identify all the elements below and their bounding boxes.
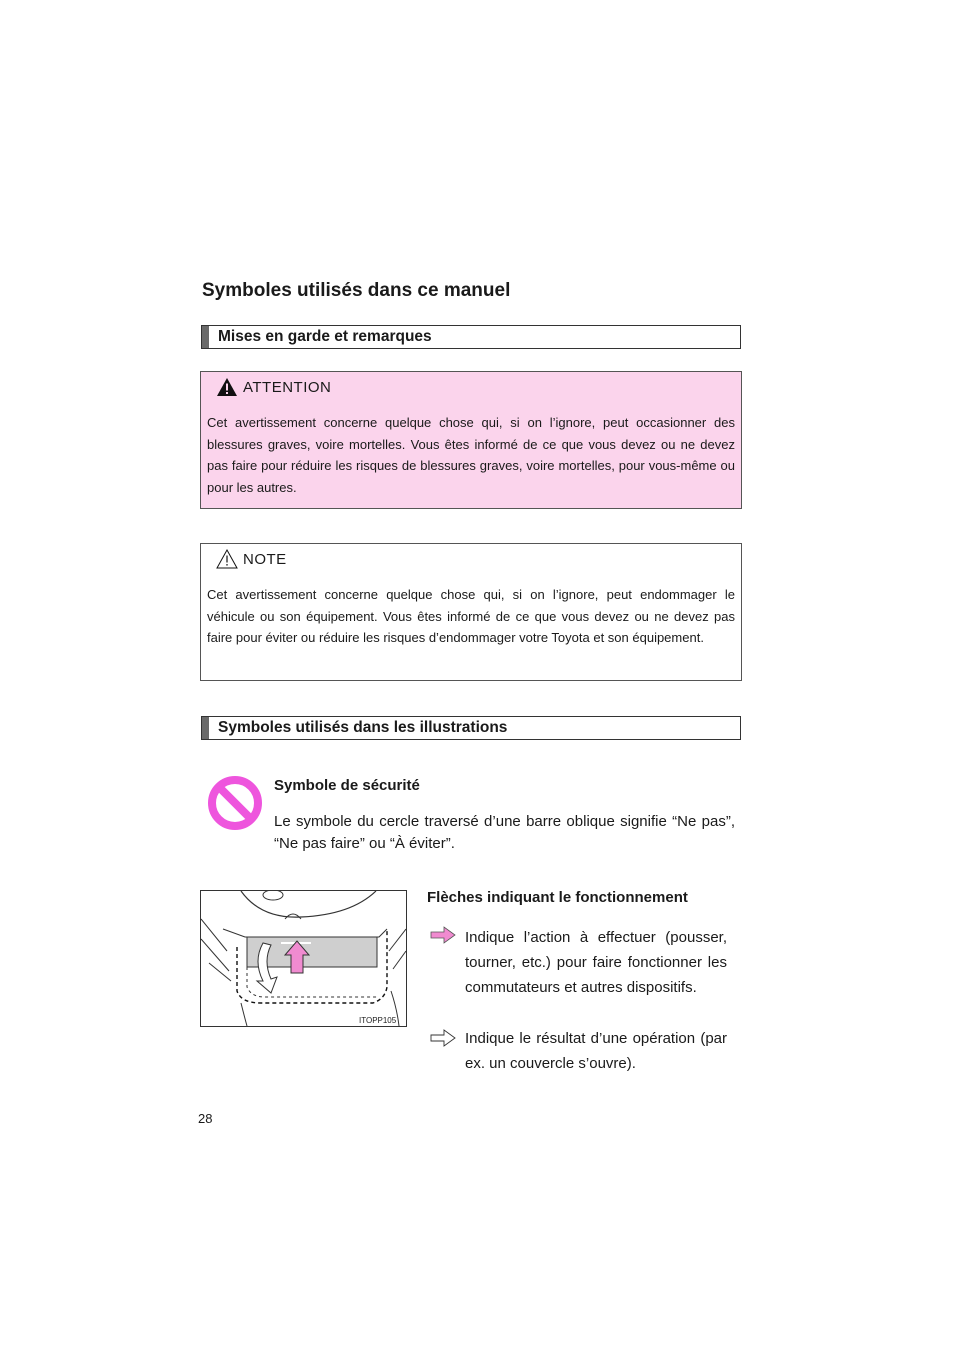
section-heading-label: Mises en garde et remarques (218, 328, 432, 345)
note-label: NOTE (243, 551, 287, 568)
outline-arrow-description: Indique le résultat d’une opération (par ex. un couvercle s’ouvre). (465, 1030, 727, 1072)
page-title: Symboles utilisés dans ce manuel (202, 280, 511, 301)
outline-arrow-icon (430, 1029, 456, 1047)
illustration-code: ITOPP105 (359, 1016, 397, 1025)
note-header (201, 544, 741, 574)
attention-box (200, 371, 742, 509)
section-tab (202, 717, 209, 739)
illustration-figure (200, 890, 407, 1027)
warning-filled-icon (216, 376, 238, 398)
section-heading-warnings (201, 325, 741, 349)
section-heading-label: Symboles utilisés dans les illustrations (218, 719, 508, 736)
prohibition-icon (207, 775, 263, 831)
attention-label: ATTENTION (243, 379, 332, 396)
warning-outline-icon (216, 548, 238, 570)
section-heading-illustrations (201, 716, 741, 740)
note-box (200, 543, 742, 681)
attention-header (201, 372, 741, 402)
pink-arrow-icon (430, 926, 456, 944)
section-tab (202, 326, 209, 348)
safety-symbol-title: Symbole de sécurité (274, 777, 420, 794)
page-number: 28 (198, 1111, 213, 1126)
operation-arrows-title: Flèches indiquant le fonctionnement (427, 889, 688, 906)
safety-symbol-text: Le symbole du cercle traversé d’une barre oblique signifie “Ne pas”, “Ne pas faire” ou “À éviter”. (274, 813, 735, 852)
pink-arrow-description: Indique l’action à effectuer (pousser, tourner, etc.) pour faire fonctionner les commutateurs et autres dispositifs. (465, 929, 727, 996)
attention-text: Cet avertissement concerne quelque chose qui, si on l’ignore, peut occasionner des blessures graves, voire mortelles. Vous êtes informé de ce que vous devez ou ne devez pas faire pour réduire les risques de blessures graves, voire mortelles, pour vous-même ou pour les autres. (207, 415, 735, 495)
note-text: Cet avertissement concerne quelque chose qui, si on l’ignore, peut endommager le véhicule ou son équipement. Vous êtes informé de ce que vous devez ou ne devez pas faire pour éviter ou réduire les risques d’endommager votre Toyota et son équipement. (207, 587, 735, 645)
console-illustration (201, 891, 406, 1026)
